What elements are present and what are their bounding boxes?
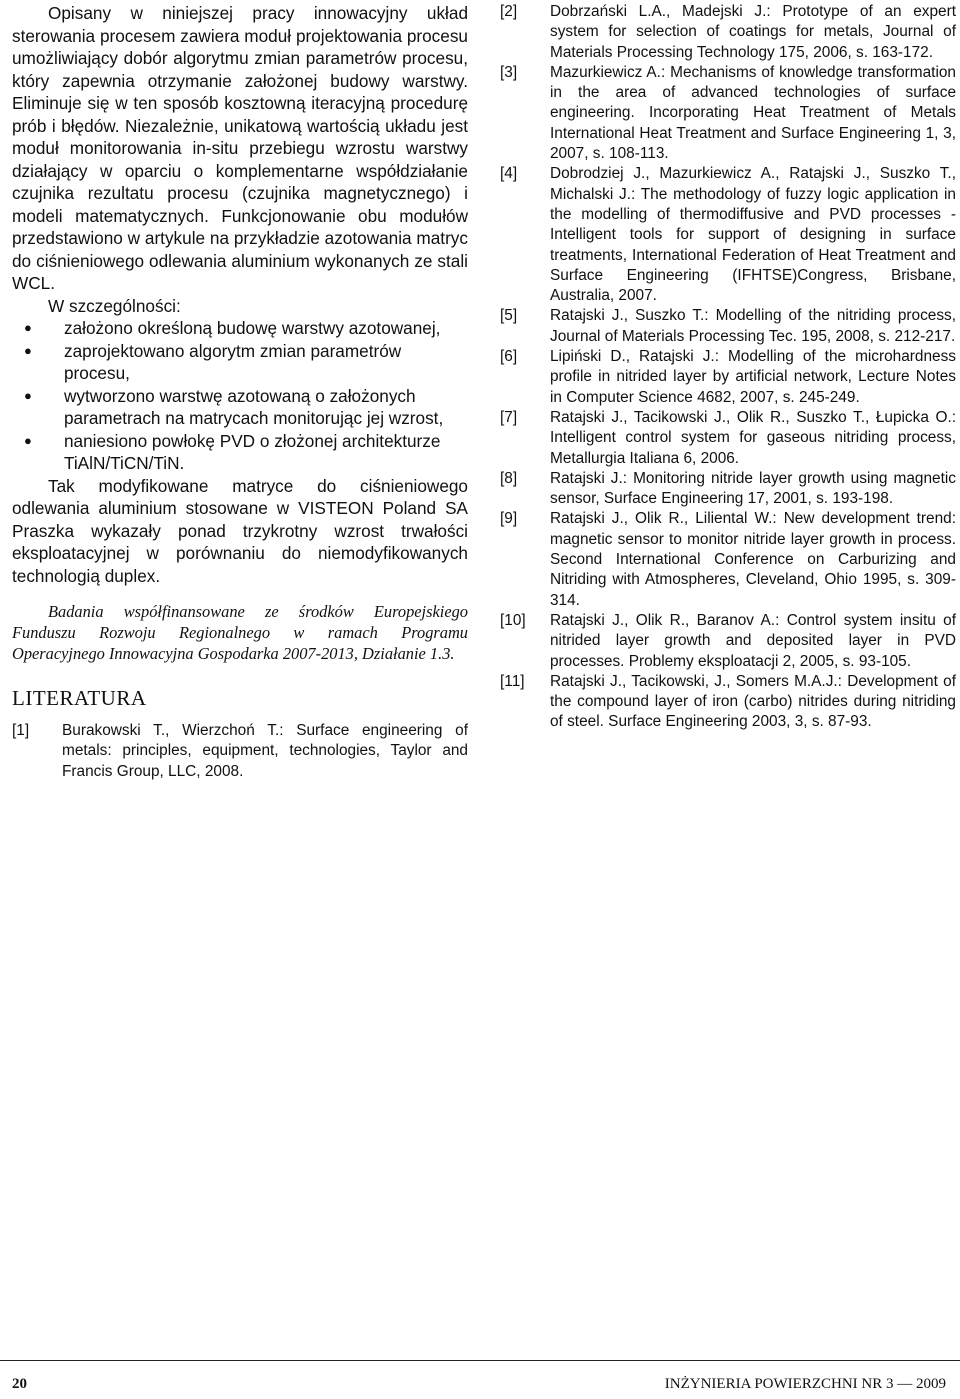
reference-number: [1]: [12, 722, 30, 739]
bullet-icon: ●: [24, 387, 32, 403]
reference-item: [500, 469, 956, 510]
reference-number: [9]: [500, 510, 518, 528]
section-heading: LITERATURA: [12, 686, 147, 710]
bullet-icon: ●: [24, 342, 32, 358]
journal-footer: INŻYNIERIA POWIERZCHNI NR 3 — 2009: [664, 1376, 946, 1392]
bullet-icon: ●: [24, 320, 32, 335]
list-item: ● wytworzono warstwę azotowaną o założonych parametrach na matrycach monitorując jej wzrost,: [24, 385, 444, 428]
reference-text: Mazurkiewicz A.: Mechanisms of knowledge transformation in the area of advanced technologies of surface engineering. Incorporating Heat Treatment of Metals International Heat Treatment and Surface Engineering 1, 3, 2007, s. 108-113.: [550, 63, 956, 163]
reference-item: [500, 306, 956, 347]
reference-item: [500, 164, 956, 306]
reference-number: [7]: [500, 408, 518, 426]
reference-number: [8]: [500, 469, 518, 487]
body-paragraph: Tak modyfikowane matryce do ciśnieniowego odlewania aluminium stosowane w VISTEON Poland SA Praszka wykazały ponad trzykrotny wzrost trwałości eksploatacyjnej w porównaniu do niemodyfikowanych technologią duplex.: [12, 475, 468, 586]
reference-text: Dobrzański L.A., Madejski J.: Prototype of an expert system for selection of coatings for metals, Journal of Materials Processing Technology 175, 2006, s. 163-172.: [550, 3, 956, 61]
reference-number: [3]: [500, 63, 518, 81]
reference-text: Ratajski J., Tacikowski J., Olik R., Suszko T., Łupicka O.: Intelligent control system for gaseous nitriding process, Metallurgia Italiana 6, 2006.: [550, 408, 956, 467]
reference-number: [5]: [500, 307, 518, 325]
reference-item: [12, 721, 468, 782]
reference-item: [500, 611, 956, 672]
reference-number: [11]: [500, 672, 525, 690]
reference-item: [500, 2, 956, 63]
left-column: [12, 2, 468, 782]
right-column: [500, 2, 956, 733]
reference-text: Lipiński D., Ratajski J.: Modelling of the microhardness profile in nitrided layer by artificial network, Lecture Notes in Computer Science 4682, 2007, s. 245-249.: [550, 348, 956, 406]
reference-text: Burakowski T., Wierzchoń T.: Surface engineering of metals: principles, equipment, technologies, Taylor and Francis Group, LLC, 2008.: [62, 722, 468, 780]
reference-number: [2]: [500, 3, 518, 20]
bullet-list: [12, 317, 468, 475]
list-item: ● założono określoną budowę warstwy azotowanej,: [24, 318, 441, 338]
page-number: 20: [12, 1376, 27, 1392]
reference-text: Ratajski J., Olik R., Baranov A.: Control system insitu of nitrided layer growth and deposited layer in PVD processes. Problemy eksploatacji 2, 2005, s. 93-105.: [550, 611, 956, 670]
reference-text: Ratajski J., Suszko T.: Modelling of the nitriding process, Journal of Materials Processing Tec. 195, 2008, s. 212-217.: [550, 307, 956, 345]
reference-text: Ratajski J., Tacikowski, J., Somers M.A.J.: Development of the compound layer of iron (carbo) nitrides during nitriding of steel. Surface Engineering 2003, 3, s. 87-93.: [550, 672, 956, 731]
reference-text: Ratajski J.: Monitoring nitride layer growth using magnetic sensor, Surface Engineering 17, 2001, s. 193-198.: [550, 469, 956, 508]
reference-item: [500, 509, 956, 610]
footer-divider: [0, 1360, 960, 1361]
reference-item: [500, 672, 956, 733]
list-intro: W szczególności:: [48, 295, 181, 316]
list-item: ● zaprojektowano algorytm zmian parametrów procesu,: [24, 340, 402, 383]
reference-item: [500, 408, 956, 469]
reference-item: [500, 63, 956, 164]
list-item: ● naniesiono powłokę PVD o złożonej architekturze TiAlN/TiCN/TiN.: [24, 430, 441, 473]
reference-number: [6]: [500, 348, 518, 366]
reference-text: Ratajski J., Olik R., Liliental W.: New development trend: magnetic sensor to monitor nitride layer growth in process. Second International Conference on Carburizing and Nitriding with Atmospheres, Cleveland, Ohio 1995, s. 309-314.: [550, 510, 956, 609]
reference-text: Dobrodziej J., Mazurkiewicz A., Ratajski J., Suszko T., Michalski J.: The methodology of fuzzy logic application in the modelling of thermodiffusive and PVD processes - Intelligent tools for support of designing in surface treatments, International Federation of Heat Treatment and Surface Engineering (IFHTSE)Congress, Brisbane, Australia, 2007.: [550, 165, 956, 305]
reference-number: [4]: [500, 165, 518, 183]
reference-item: [500, 347, 956, 408]
funding-note: Badania współfinansowane ze środków Europejskiego Funduszu Rozwoju Regionalnego w ramach Programu Operacyjnego Innowacyjna Gospodarka 2007-2013, Działanie 1.3.: [12, 602, 468, 663]
body-paragraph: Opisany w niniejszej pracy innowacyjny układ sterowania procesem zawiera moduł projektowania procesu umożliwiający dobór algorytmu zmian parametrów procesu, który zapewnia otrzymanie założonej budowy warstwy. Eliminuje się w ten sposób kosztowną iteracyjną procedurę prób i błędów. Niezależnie, unikatową wartością układu jest moduł monitorowania in-situ przebiegu wzrostu warstwy działający w oparciu o komplementarne współdziałanie czujnika rezultatu procesu (czujnika magnetycznego) i modeli matematycznych. Funkcjonowanie obu modułów przedstawiono w artykule na przykładzie azotowania matryc do ciśnieniowego odlewania aluminium wykonanych ze stali WCL.: [12, 3, 468, 293]
bullet-icon: ●: [24, 432, 32, 448]
reference-number: [10]: [500, 611, 526, 629]
